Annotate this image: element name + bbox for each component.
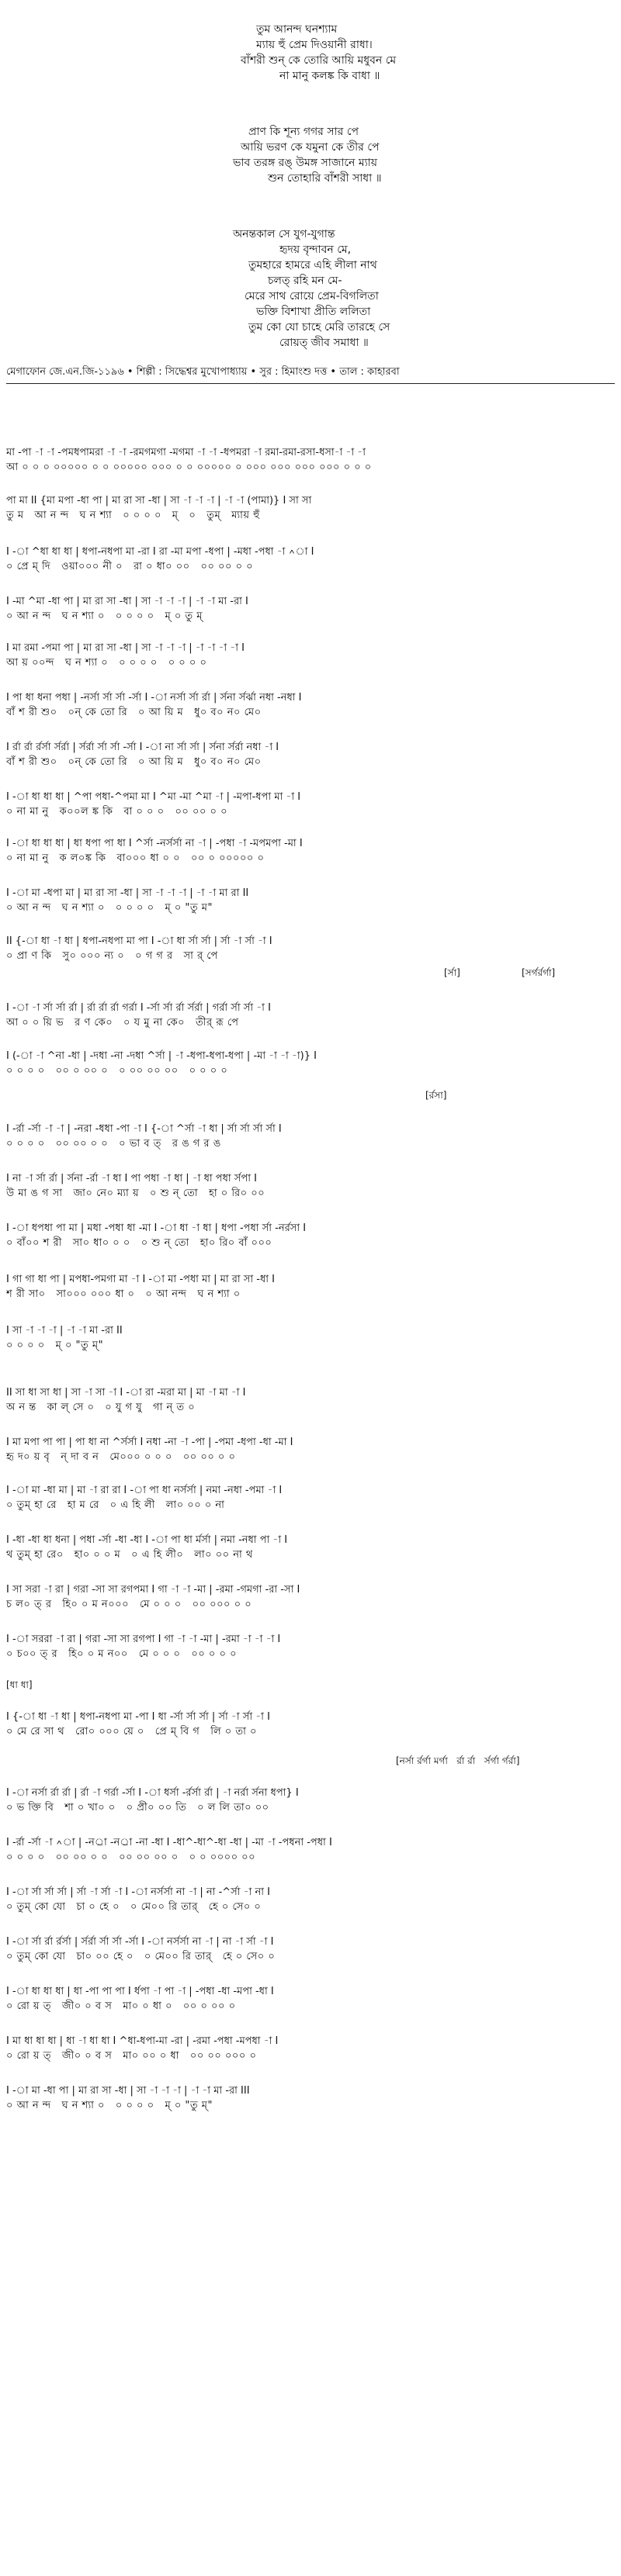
- notation-row: [6, 1385, 615, 1415]
- swara-line: I সা -া -া -া | -া -া মা -রা II: [6, 1325, 123, 1336]
- lyric-syllable-line: ০ তুম্ কো যো চা০ ০০ হে ০ ০ মে০০ রি তার্ হে ০ সে০ ০: [6, 1951, 276, 1962]
- swara-line: I -া র্সা র্রা র্রর্সা | র্সর্রা র্সা র্সা -র্সা I -া নর্সর্সা না -া | না -া র্সা -া I: [6, 1936, 274, 1948]
- notation-row: [6, 1885, 615, 1914]
- swara-line: I র্রা র্রা র্রর্সা র্সর্রা | র্সর্রা র্সা র্সা -র্সা I -া না র্সা র্সা | র্সনা র্সর্রা নধা -া I: [6, 742, 279, 753]
- lyric-text: হৃদয় বৃন্দাবন মে,: [279, 244, 352, 256]
- swara-line: I মা মপা পা পা | পা ধা না ^র্সর্সা I নধা -না -া -পা | -পমা -ধপা -ধা -মা I: [6, 1437, 293, 1448]
- swara-line: I -া মা -ধা মা | মা -া রা রা I -া পা ধা নর্সর্সা | নমা -নধা -পমা -া I: [6, 1485, 283, 1496]
- lyric-syllable-line: অ ন ন্ত কা ল্ সে ০ ০ যু গ যু গা ন্ ত ০: [6, 1402, 196, 1413]
- annotation: [সর্গর্রর্গা]: [522, 967, 556, 978]
- swara-line: I -া মা -ধপা মা | মা রা সা -ধা | সা -া -া -া | -া -া মা রা II: [6, 887, 249, 899]
- swara-line: I সা সরা -া রা | গরা -সা সা রগপমা I গা -া -া -মা | -রমা -গমগা -রা -সা I: [6, 1584, 300, 1596]
- annotation: [র্সা]: [444, 967, 460, 978]
- lyric-text: রোয়ত্‌ জীব সমাধা ॥: [279, 337, 369, 349]
- lyric-syllable-line: ০ আ ন ন্দ ঘ ন শ্যা ০ ০ ০ ০ ০ ম্ ০ "তু ম": [6, 902, 213, 914]
- lyric-syllable-line: আ ০ ০ ০ ০০০০০ ০ ০ ০০০০০ ০০০ ০ ০ ০০০০০ ০ ০০০ ০০০ ০০০ ০০০ ০ ০ ০: [6, 462, 372, 473]
- lyric-text: শুন তোহারি বাঁশরী সাধা ॥: [268, 172, 382, 185]
- notation-row: [6, 1632, 615, 1661]
- notation-row: [6, 641, 615, 670]
- notation-row: [6, 1049, 615, 1078]
- lyric-text: বাঁশরী শুন্ কে তোরি আয়ি মধুবন মে: [241, 54, 397, 67]
- lyric-syllable-line: ০ ভ ক্তি বি শা ০ খা০ ০ ০ প্রী০ ০০ তি ০ ল লি তা০ ০০: [6, 1802, 269, 1814]
- lyric-text: ম্যায় হুঁ প্রেম দিওয়ানী রাধা।: [256, 39, 373, 51]
- swara-line: পা মা II {মা মপা -ধা পা | মা রা সা -ধা | সা -া -া -া | -া -া (পামা)} I সা সা: [6, 495, 312, 507]
- swara-line: I গা গা ধা পা | মপধা-পমগা মা -া I -া মা -পধা মা | মা রা সা -ধা I: [6, 1274, 276, 1285]
- annotation: [র্রসা]: [425, 1090, 447, 1101]
- notation-row: [6, 1582, 615, 1612]
- lyric-syllable-line: চ ল০ ত্‌ র হি০ ০ ম ন০০০ মে ০ ০ ০ ০০ ০০০ ০ ০: [6, 1599, 252, 1610]
- annotation: [ধা ধা]: [6, 1679, 33, 1690]
- swara-line: I -া ধা ধা ধা | ^পা পধা-^পমা মা I ^মা -মা ^মা -া | -মপা-ধপা মা -া I: [6, 791, 301, 803]
- lyric-syllable-line: ০ ০ ০ ০ ০০ ০ ০০ ০ ০ ০০ ০০ ০০ ০ ০ ০ ০: [6, 1065, 228, 1077]
- notation-row: [6, 1710, 615, 1739]
- notation-row: [6, 1835, 615, 1865]
- lyric-text: প্রাণ কি শূন্য গগর সার পে: [248, 126, 359, 138]
- swara-line: I মা রমা -পমা পা | মা রা সা -ধা | সা -া -া -া | -া -া -া -া I: [6, 642, 245, 654]
- notation-row: [6, 1323, 615, 1353]
- swara-line: I -া নর্সা র্রা র্রা | র্রা -া গর্রা -র্সা I -া ধর্সা -র্রর্সা র্রা | -া নর্রা র্সনা ধপা} I: [6, 1787, 299, 1799]
- lyric-text: তুম কো যো চাহে মেরি তারহে সে: [248, 321, 390, 334]
- lyric-syllable-line: বাঁ শ রী শু০ ০ন্ কে তো রি ০ আ য়ি ম ধু০ ব০ ন০ মে০: [6, 756, 262, 768]
- lyric-syllable-line: তু ম আ ন ন্দ ঘ ন শ্যা ০ ০ ০ ০ ম্ ০ তুম্ ম্যায় হুঁ: [6, 510, 260, 521]
- swara-line: II সা ধা সা ধা | সা -া সা -া I -া রা -মরা মা | মা -া মা -া I: [6, 1387, 246, 1399]
- lyric-syllable-line: বাঁ শ রী শু০ ০ন্ কে তো রি ০ আ য়ি ম ধু০ ব০ ন০ মে০: [6, 707, 262, 718]
- lyric-syllable-line: ০ ০ ০ ০ ম্ ০ "তু ম্": [6, 1340, 104, 1351]
- lyric-syllable-line: ০ আ ন ন্দ ঘ ন শ্যা ০ ০ ০ ০ ০ ম্ ০ "তু ম্": [6, 2100, 213, 2111]
- lyric-text: তুমহারে হামরে এহি লীলা নাথ: [248, 259, 377, 271]
- notation-row: [6, 886, 615, 915]
- notation-row: [6, 1533, 615, 1562]
- notation-row: [6, 1435, 615, 1464]
- lyric-text: ভক্তি বিশাখা প্রীতি ললিতা: [256, 306, 371, 318]
- lyric-syllable-line: ০ প্রে ম্ দি ওয়া০০০ নী ০ রা ০ ধা০ ০০ ০০ ০০ ০ ০: [6, 561, 254, 572]
- lyric-syllable-line: হৃ দ০ য় বৃ ন্ দা ব ন মে০০০ ০ ০ ০ ০০ ০০ ০ ০: [6, 1451, 236, 1463]
- lyric-text: তুম আনন্দ ঘনশ্যাম: [256, 23, 338, 36]
- lyric-syllable-line: ০ তুম্ কো যো চা ০ হে ০ ০ মে০০ রি তার্ হে ০ সে০ ০: [6, 1901, 262, 1913]
- lyric-syllable-line: ০ মে রে সা থ রো০ ০০০ য়ে ০ প্রে ম্ বি গ লি ০ তা ০: [6, 1726, 257, 1738]
- lyric-syllable-line: ০ তুম্ হা রে হা ম রে ০ এ হি লী লা০ ০০ ০ না: [6, 1499, 225, 1511]
- lyric-text: আয়ি ভরণ কে যমুনা কে তীর পে: [241, 141, 380, 154]
- lyric-syllable-line: ০ আ ন ন্দ ঘ ন শ্যা ০ ০ ০ ০ ০ ম্ ০ তু ম্: [6, 610, 203, 622]
- divider: [6, 383, 615, 384]
- lyric-syllable-line: আ ০ ০ য়ি ভ র ণ কে০ ০ য মু না কে০ তীর্ রূ পে: [6, 1017, 239, 1029]
- notation-row: [6, 790, 615, 819]
- lyric-syllable-line: ০ ০ ০ ০ ০০ ০০ ০ ০ ০ ভা ব ত্‌ র ঙ গ র ঙ: [6, 1138, 221, 1150]
- swara-line: I -া ধপধা পা মা | মধা -পধা ধা -মা I -া ধা -া ধা | ধপা -পধা র্সা -নর্রসা I: [6, 1222, 307, 1234]
- swara-line: I -া র্সা র্সা র্সা | র্সা -া র্সা -া I -া নর্সর্সা না -া | না -^র্সা -া না I: [6, 1886, 270, 1898]
- lyric-syllable-line: শ রী সা০ সা০০০ ০০০ ধা ০ ০ আ নন্দ ঘ ন শ্যা ০: [6, 1288, 241, 1300]
- lyric-text: চলত্‌ রহি মন মে-: [268, 275, 342, 287]
- swara-line: মা -পা -া -া -পমধপামরা -া -া -রমগমগা -মগমা -া -া -ধপমরা -া রমা-রমা-রসা-ধসা-া -া -া: [6, 447, 366, 458]
- notation-row: [6, 1221, 615, 1250]
- lyric-text: না মানু কলঙ্ক কি বাধা ॥: [279, 70, 380, 82]
- notation-row: [6, 545, 615, 574]
- lyric-text: মেরে সাথ রোয়ে প্রেম-বিগলিতা: [245, 290, 379, 303]
- swara-line: I -া ^ধা ধা ধা | ধপা-নধপা মা -রা I রা -মা মপা -ধপা | -মধা -পধা -া ^া I: [6, 546, 314, 558]
- swara-line: I পা ধা ধনা পধা | -নর্সা র্সা র্সা -র্সা I -া নর্সা র্সা র্রা | র্সনা র্সর্ঝা নধা -নধা I: [6, 692, 302, 704]
- lyric-syllable-line: ০ রো য় ত্‌ জী০ ০ ব স মা০ ০ ধা ০ ০০ ০ ০০ ০: [6, 2000, 236, 2012]
- notation-row: [6, 1786, 615, 1815]
- swara-line: II {-া ধা -া ধা | ধপা-নধপা মা পা I -া ধা র্সা র্সা | র্সা -া র্সা -া I: [6, 935, 272, 947]
- notation-row: [6, 740, 615, 769]
- swara-line: I -া সররা -া রা | গরা -সা সা রগপা I গা -া -া -মা | -রমা -া -া -া I: [6, 1634, 281, 1645]
- annotation: [নর্সা র্রর্গা মর্গা র্রা র্রা র্সর্গা র্গর্রা]: [396, 1755, 520, 1766]
- swara-line: I -া ধা ধা ধা | ধা -পা পা পা I র্ধপা -া পা -া | -পধা -ধা -মপা -ধা I: [6, 1986, 274, 1997]
- notation-row: [6, 836, 615, 866]
- lyric-syllable-line: উ মা ঙ গ সা জা০ নে০ ম্যা য় ০ শু ন্ তো হা ০ রি০ ০০: [6, 1188, 265, 1199]
- swara-line: I -া ধা ধা ধা | ধা ধপা পা ধা I ^র্সা -নর্সর্সা না -া | -পধা -া -মপমপা -মা I: [6, 838, 303, 849]
- lyric-syllable-line: ০ না মা নু ক০০ল ঙ্ক কি বা ০ ০ ০ ০০ ০০ ০ ০: [6, 806, 228, 818]
- notation-row: [6, 1935, 615, 1964]
- notation-row: [6, 934, 615, 963]
- swara-line: I (-া -া ^না -ধা | -দধা -না -দধা ^র্সা | -া -ধপা-ধপা-ধপা | -মা -া -া -া)} I: [6, 1050, 317, 1062]
- swara-line: I -মা ^মা -ধা পা | মা রা সা -ধা | সা -া -া -া | -া -া মা -রা I: [6, 596, 248, 607]
- swara-line: I মা ধা ধা ধা | ধা -া ধা ধা I ^ধা-ধপা-মা -রা | -রমা -পধা -মপধা -া I: [6, 2035, 279, 2047]
- lyric-text: ভাব তরঙ্গ রঙ্ উমঙ্গ সাজানে ম্যায়: [233, 157, 377, 169]
- swara-line: I না -া র্সা র্রা | র্সনা -র্রা -া ধা I পা পধা -া ধা | -া ধা পধা র্সপা I: [6, 1173, 257, 1184]
- notation-row: [6, 1483, 615, 1513]
- notation-row: [6, 1171, 615, 1201]
- swara-line: I -ধা -ধা ধা ধনা | পধা -র্সা -ধা -ধা I -া পা ধা র্মর্সা | নমা -নধা পা -া I: [6, 1534, 288, 1546]
- swara-line: I -র্রা -র্সা -া ^া | -নর্া -নর্া -না -ধা I -ধা^-ধা^-ধা -ধা | -মা -া -পধনা -পধা I: [6, 1837, 332, 1848]
- lyric-syllable-line: আ য় ০০ন্দ ঘ ন শ্যা ০ ০ ০ ০ ০ ০ ০ ০ ০: [6, 657, 207, 669]
- notation-row: [6, 1984, 615, 2014]
- swara-line: I -া -া র্সা র্সা র্রা | র্রা র্রা র্রা গর্রা I -র্সা র্সা র্রা র্সর্রা | গর্রা র্সা র্সা -া I: [6, 1002, 271, 1014]
- lyric-syllable-line: ০ ০ ০ ০ ০০ ০০ ০ ০ ০০ ০০ ০০ ০ ০ ০ ০০০০ ০০: [6, 1852, 256, 1863]
- swara-line: I -া মা -ধা পা | মা রা সা -ধা | সা -া -া -া | -া -া মা -রা III: [6, 2085, 250, 2097]
- lyric-syllable-line: ০ চ০০ ত্‌ র হি০ ০ ম ন০০ মে ০ ০ ০ ০০ ০ ০ ০: [6, 1648, 238, 1660]
- notation-row: [6, 445, 615, 475]
- lyric-syllable-line: ০ রো য় ত্‌ জী০ ০ ব স মা০ ০০ ০ ধা ০০ ০০ ০০০ ০: [6, 2050, 257, 2062]
- lyric-text: অনন্তকাল সে যুগ-যুগান্ত: [233, 228, 335, 240]
- lyric-syllable-line: ০ না মা নু ক ল০ঙ্ক কি বা০০০ ধা ০ ০ ০০ ০ ০০০০০ ০: [6, 852, 265, 864]
- lyric-syllable-line: ০ বাঁ০০ শ রী সা০ ধা০ ০ ০ ০ শু ন্ তো হা০ রি০ বাঁ ০০০: [6, 1237, 272, 1249]
- notation-row: [6, 1001, 615, 1030]
- swara-line: I -র্রা -র্সা -া -া | -নরা -ধধা -পা -া I {-া ^র্সা -া ধা | র্সা র্সা র্সা র্সা I: [6, 1123, 282, 1135]
- notation-row: [6, 594, 615, 624]
- notation-row: [6, 2083, 615, 2113]
- notation-row: [6, 493, 615, 523]
- notation-row: [6, 690, 615, 720]
- credits-line: মেগাফোন জে.এন.জি-১১৯৬ • শিল্পী : সিদ্ধেশ্বর মুখোপাধ্যায় • সুর : হিমাংশু দত্ত • তাল : কাহারবা: [6, 366, 400, 378]
- notation-row: [6, 1272, 615, 1302]
- notation-row: [6, 2034, 615, 2063]
- lyric-syllable-line: থ তুম্ হা রে০ হা০ ০ ০ ম ০ এ হি লী০ লা০ ০০ না থ: [6, 1549, 253, 1561]
- notation-row: [6, 1122, 615, 1151]
- swara-line: I {-া ধা -া ধা | ধপা-নধপা মা -পা I ধা -র্সা র্সা র্সা | র্সা -া র্সা -া I: [6, 1711, 270, 1723]
- lyric-syllable-line: ০ প্রা ণ কি সু০ ০০০ ন্য ০ ০ গ গ র সা র্ পে: [6, 950, 218, 962]
